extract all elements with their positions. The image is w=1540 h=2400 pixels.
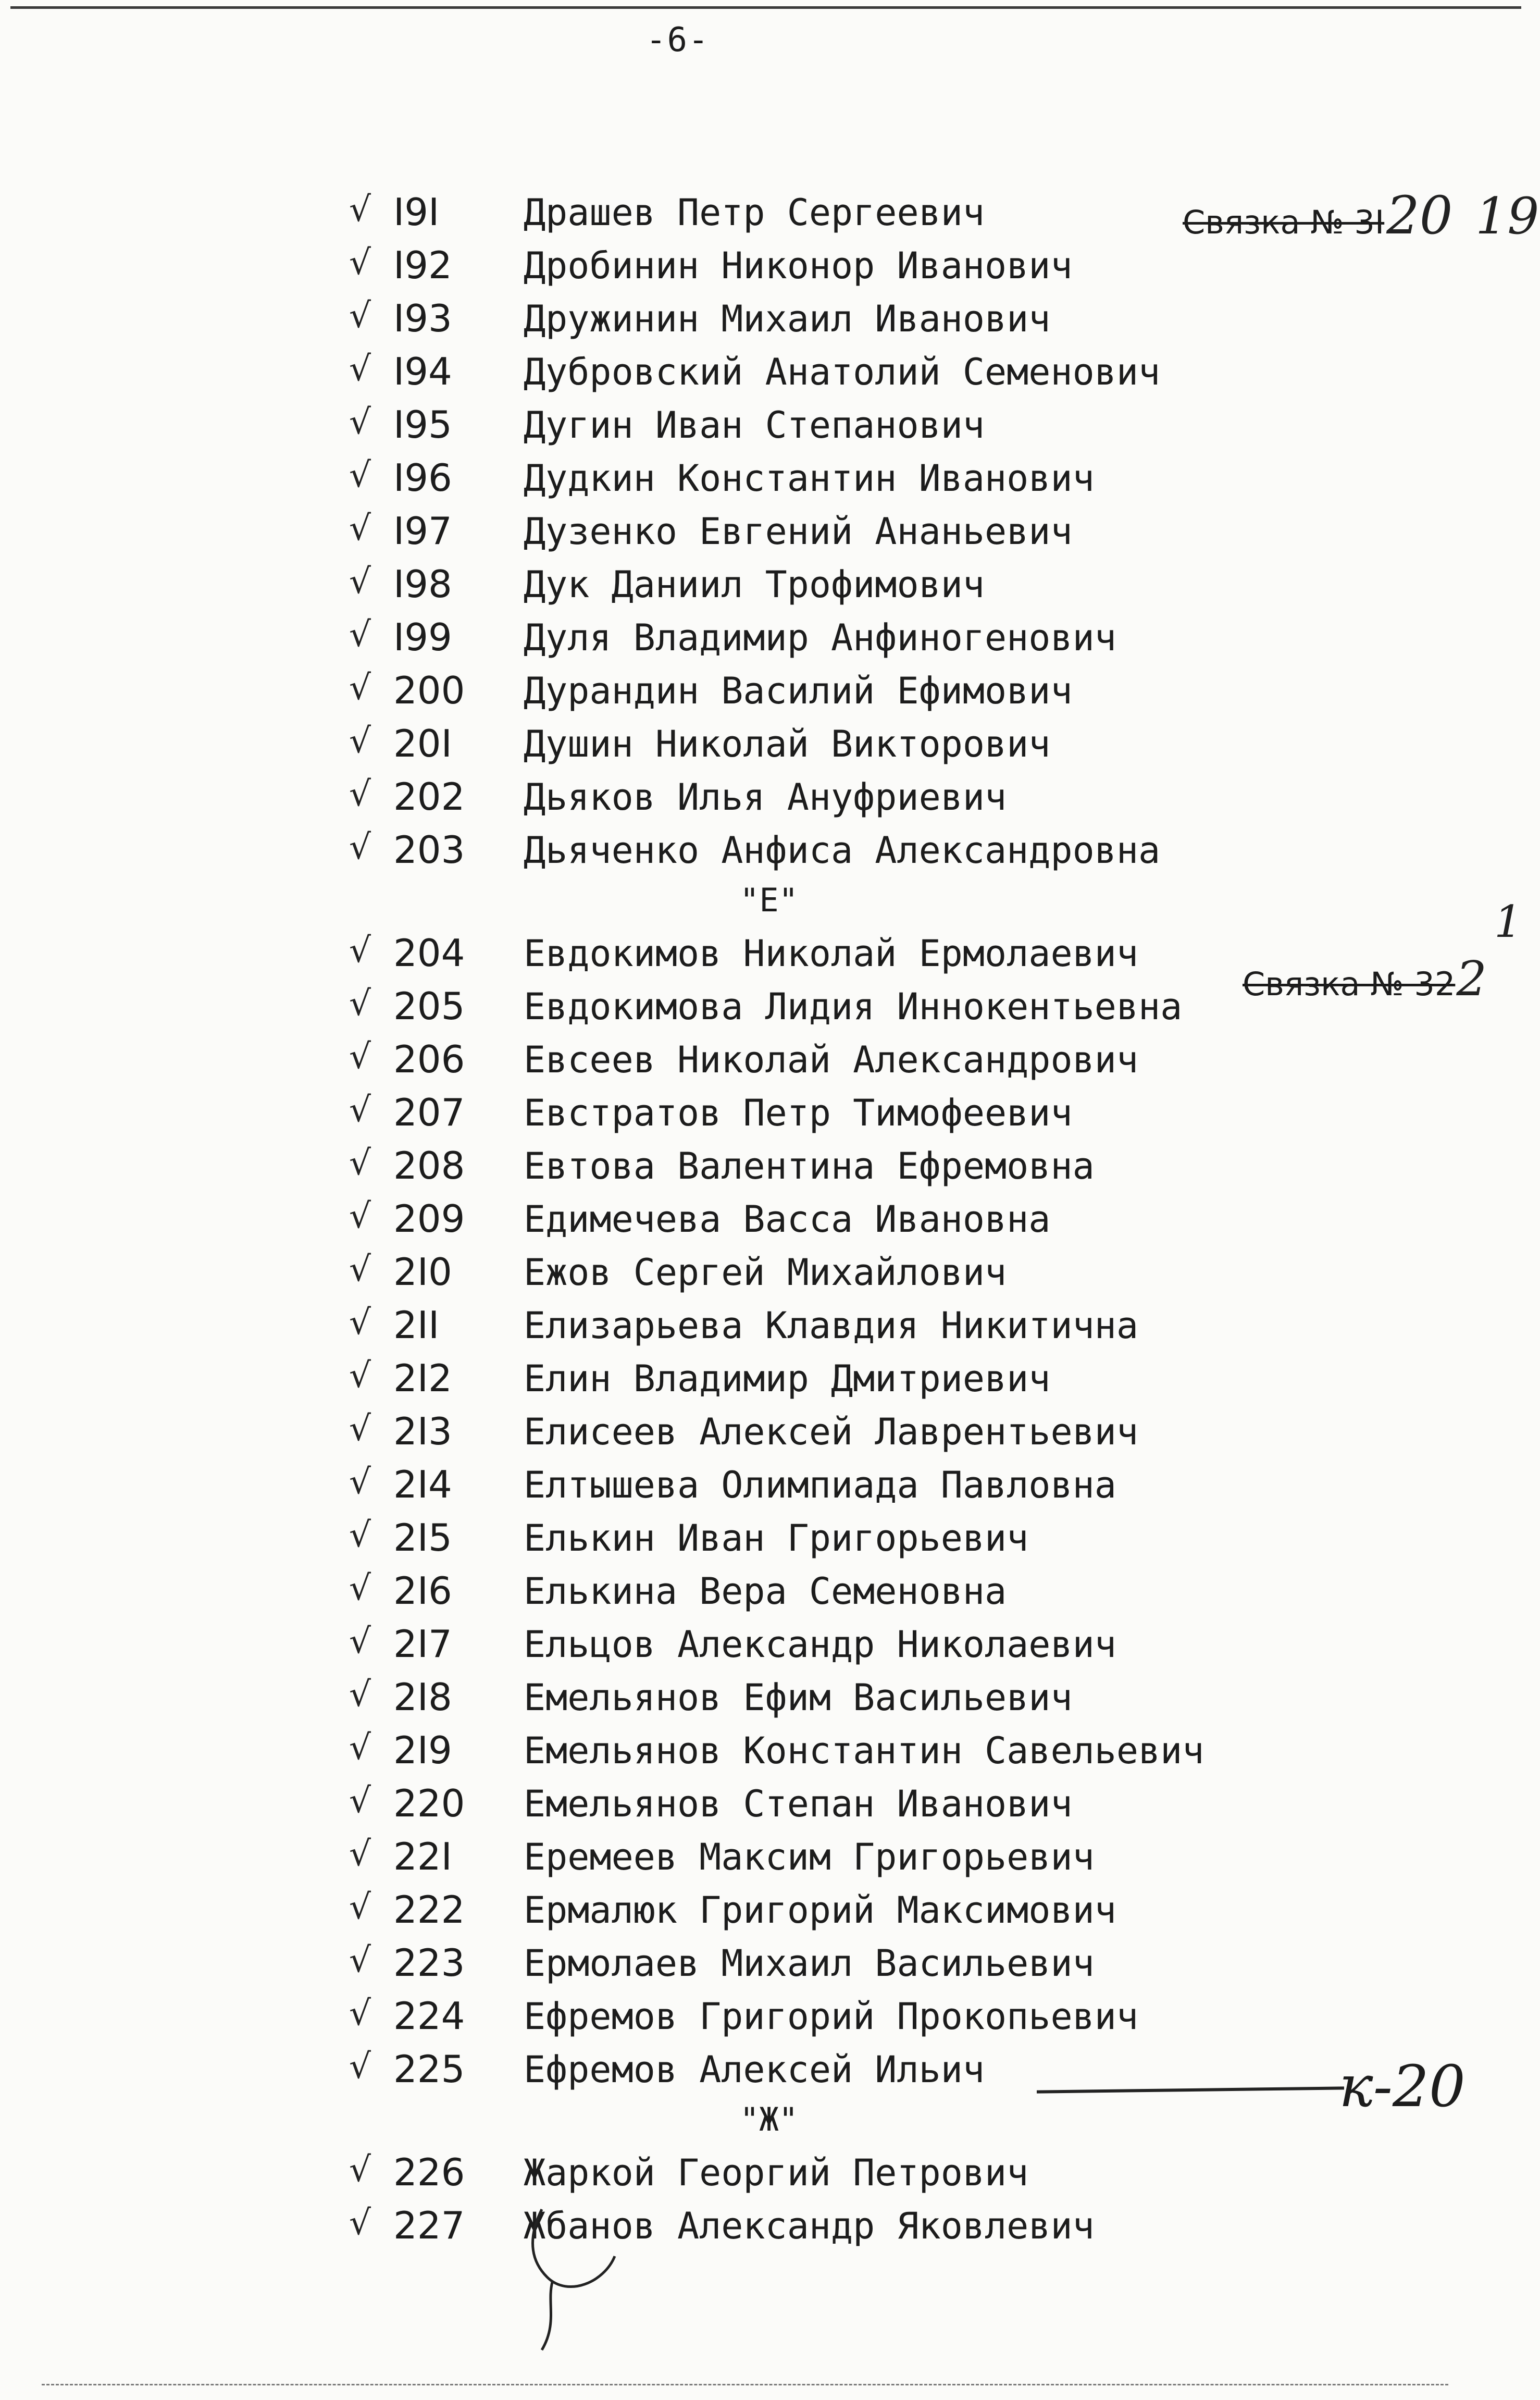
check-mark-icon: √ <box>349 1090 371 1130</box>
bundle-31-handwritten: 20 <box>1386 185 1453 246</box>
handwritten-scribble <box>511 2199 646 2355</box>
entry-number: 2II <box>393 1303 440 1347</box>
check-mark-icon: √ <box>349 242 371 282</box>
check-mark-icon: √ <box>349 1036 371 1077</box>
entry-name: Дружинин Михаил Иванович <box>524 298 1051 340</box>
list-item <box>0 823 1540 875</box>
bundle-31-handwritten-extra: 19 <box>1475 187 1539 245</box>
check-mark-icon: √ <box>349 2203 371 2243</box>
entry-name: Дьяков Илья Ануфриевич <box>524 776 1007 819</box>
list-item <box>0 1829 1540 1882</box>
list-item <box>0 1032 1540 1084</box>
page-number: -6- <box>646 21 710 59</box>
list-item <box>0 238 1540 290</box>
entry-name: Дьяченко Анфиса Александровна <box>524 829 1161 872</box>
entry-name: Евтова Валентина Ефремовна <box>524 1145 1095 1187</box>
entry-name: Емельянов Степан Иванович <box>524 1783 1073 1825</box>
list-item <box>0 291 1540 343</box>
entry-name: Елтышева Олимпиада Павловна <box>524 1464 1116 1506</box>
top-rule-line <box>10 6 1521 9</box>
list-item <box>0 344 1540 397</box>
entry-name: Едимечева Васса Ивановна <box>524 1198 1051 1241</box>
list-item <box>0 2198 1540 2250</box>
entry-name: Душин Николай Викторович <box>524 723 1051 765</box>
entry-name: Дудкин Константин Иванович <box>524 457 1095 500</box>
bundle-32-handwritten: 2 <box>1456 951 1487 1007</box>
entry-name: Ермалюк Григорий Максимович <box>524 1889 1116 1932</box>
entry-number: 225 <box>393 2047 465 2091</box>
entry-number: I97 <box>393 509 452 553</box>
list-item <box>0 770 1540 822</box>
list-item <box>0 451 1540 503</box>
list-item <box>0 1351 1540 1403</box>
entry-name: Дубровский Анатолий Семенович <box>524 351 1161 393</box>
list-item <box>0 1139 1540 1191</box>
entry-name: Елькин Иван Григорьевич <box>524 1517 1029 1560</box>
check-mark-icon: √ <box>349 827 371 867</box>
check-mark-icon: √ <box>349 455 371 495</box>
section-letter-heading: "Е" <box>740 881 798 919</box>
list-item <box>0 716 1540 769</box>
entry-number: 208 <box>393 1144 465 1187</box>
check-mark-icon: √ <box>349 1249 371 1289</box>
entry-number: 2I6 <box>393 1569 452 1613</box>
entry-name: Дурандин Василий Ефимович <box>524 670 1073 712</box>
list-item <box>0 1457 1540 1510</box>
check-mark-icon: √ <box>349 1568 371 1608</box>
check-mark-icon: √ <box>349 1462 371 1502</box>
entry-number: I92 <box>393 243 452 287</box>
check-mark-icon: √ <box>349 721 371 761</box>
entry-number: 220 <box>393 1782 465 1825</box>
check-mark-icon: √ <box>349 1727 371 1767</box>
entry-number: 2I2 <box>393 1356 452 1400</box>
entry-number: 223 <box>393 1941 465 1985</box>
entry-name: Емельянов Ефим Васильевич <box>524 1676 1073 1719</box>
entry-number: 2I7 <box>393 1622 452 1666</box>
list-item <box>0 663 1540 715</box>
entry-number: 207 <box>393 1091 465 1134</box>
list-item <box>0 1245 1540 1297</box>
entry-name: Драшев Петр Сергеевич <box>524 191 985 234</box>
entry-name: Дробинин Никонор Иванович <box>524 244 1073 287</box>
check-mark-icon: √ <box>349 983 371 1023</box>
check-mark-icon: √ <box>349 1143 371 1183</box>
entry-number: 22I <box>393 1835 452 1878</box>
entry-name: Евсеев Николай Александрович <box>524 1038 1139 1081</box>
check-mark-icon: √ <box>349 1515 371 1555</box>
check-mark-icon: √ <box>349 667 371 708</box>
check-mark-icon: √ <box>349 930 371 970</box>
entry-number: I99 <box>393 615 452 659</box>
check-mark-icon: √ <box>349 1993 371 2033</box>
entry-number: 2I4 <box>393 1463 452 1506</box>
list-item <box>0 1883 1540 1935</box>
check-mark-icon: √ <box>349 1355 371 1395</box>
check-mark-icon: √ <box>349 1408 371 1449</box>
bundle-32-handwritten-top: 1 <box>1494 896 1522 947</box>
check-mark-icon: √ <box>349 1780 371 1821</box>
check-mark-icon: √ <box>349 1887 371 1927</box>
entry-number: 224 <box>393 1994 465 2038</box>
check-mark-icon: √ <box>349 2149 371 2189</box>
check-mark-icon: √ <box>349 1196 371 1236</box>
list-item <box>0 1670 1540 1722</box>
check-mark-icon: √ <box>349 1940 371 1980</box>
entry-number: 200 <box>393 669 465 712</box>
list-item <box>0 557 1540 609</box>
bundle-32-annotation <box>1243 951 1487 1007</box>
entry-name: Ермолаев Михаил Васильевич <box>524 1942 1095 1985</box>
list-item <box>0 1617 1540 1669</box>
entry-name: Ежов Сергей Михайлович <box>524 1251 1007 1294</box>
entry-number: 20I <box>393 722 452 765</box>
entry-number: I9I <box>393 190 440 234</box>
list-item <box>0 1936 1540 1988</box>
list-item <box>0 1085 1540 1137</box>
entry-name: Емельянов Константин Савельевич <box>524 1729 1204 1772</box>
check-mark-icon: √ <box>349 295 371 336</box>
entry-number: 206 <box>393 1037 465 1081</box>
list-item <box>0 2145 1540 2197</box>
entry-number: 205 <box>393 984 465 1028</box>
list-item <box>0 1989 1540 2041</box>
list-item <box>0 1776 1540 1828</box>
entry-number: 209 <box>393 1197 465 1241</box>
k20-note: к-20 <box>1339 2053 1466 2120</box>
section-letter-heading: "Ж" <box>740 2100 798 2138</box>
entry-name: Дук Даниил Трофимович <box>524 563 985 606</box>
bottom-rule-line <box>42 2384 1448 2385</box>
entry-name: Евдокимов Николай Ермолаевич <box>524 932 1139 975</box>
entry-name: Евстратов Петр Тимофеевич <box>524 1092 1073 1134</box>
list-item <box>0 1723 1540 1775</box>
list-item <box>0 1192 1540 1244</box>
entry-name: Дуля Владимир Анфиногенович <box>524 616 1116 659</box>
list-item <box>0 1298 1540 1350</box>
entry-name: Евдокимова Лидия Иннокентьевна <box>524 985 1183 1028</box>
check-mark-icon: √ <box>349 2046 371 2086</box>
list-item <box>0 1564 1540 1616</box>
check-mark-icon: √ <box>349 614 371 654</box>
list-item <box>0 610 1540 662</box>
entry-number: I98 <box>393 562 452 606</box>
check-mark-icon: √ <box>349 508 371 548</box>
check-mark-icon: √ <box>349 189 371 229</box>
list-item <box>0 1404 1540 1456</box>
entry-number: 2I8 <box>393 1675 452 1719</box>
bundle-31-annotation <box>1183 185 1539 246</box>
check-mark-icon: √ <box>349 1621 371 1661</box>
entry-number: 222 <box>393 1888 465 1932</box>
entry-number: 2I9 <box>393 1728 452 1772</box>
check-mark-icon: √ <box>349 561 371 601</box>
entry-number: 202 <box>393 775 465 819</box>
entry-number: I96 <box>393 456 452 500</box>
entry-name: Елькина Вера Семеновна <box>524 1570 1007 1613</box>
entry-number: I93 <box>393 296 452 340</box>
entry-name: Дузенко Евгений Ананьевич <box>524 510 1073 553</box>
entry-number: 226 <box>393 2150 465 2194</box>
list-item <box>0 1511 1540 1563</box>
entry-number: 227 <box>393 2204 465 2247</box>
entry-name: Елизарьева Клавдия Никитична <box>524 1304 1139 1347</box>
entry-name: Ефремов Григорий Прокопьевич <box>524 1995 1139 2038</box>
check-mark-icon: √ <box>349 402 371 442</box>
entry-name: Жаркой Георгий Петрович <box>524 2151 1029 2194</box>
check-mark-icon: √ <box>349 1674 371 1714</box>
entry-name: Ельцов Александр Николаевич <box>524 1623 1116 1666</box>
entry-number: 204 <box>393 931 465 975</box>
entry-name: Ефремов Алексей Ильич <box>524 2048 985 2091</box>
entry-name: Еремеев Максим Григорьевич <box>524 1836 1095 1878</box>
list-item <box>0 504 1540 556</box>
entry-number: 2I3 <box>393 1409 452 1453</box>
entry-name: Жбанов Александр Яковлевич <box>524 2205 1095 2247</box>
entry-number: 2I5 <box>393 1516 452 1560</box>
entry-number: 203 <box>393 828 465 872</box>
check-mark-icon: √ <box>349 349 371 389</box>
list-item <box>0 2042 1540 2094</box>
entry-name: Дугин Иван Степанович <box>524 404 985 447</box>
bundle-31-label: Связка № 3I <box>1183 203 1385 241</box>
check-mark-icon: √ <box>349 774 371 814</box>
entry-number: I94 <box>393 350 452 393</box>
check-mark-icon: √ <box>349 1834 371 1874</box>
check-mark-icon: √ <box>349 1302 371 1342</box>
bundle-32-label: Связка № 32 <box>1243 965 1456 1003</box>
entry-name: Елин Владимир Дмитриевич <box>524 1357 1051 1400</box>
entry-name: Елисеев Алексей Лаврентьевич <box>524 1411 1139 1453</box>
list-item <box>0 398 1540 450</box>
entry-number: 2I0 <box>393 1250 452 1294</box>
entry-number: I95 <box>393 403 452 447</box>
